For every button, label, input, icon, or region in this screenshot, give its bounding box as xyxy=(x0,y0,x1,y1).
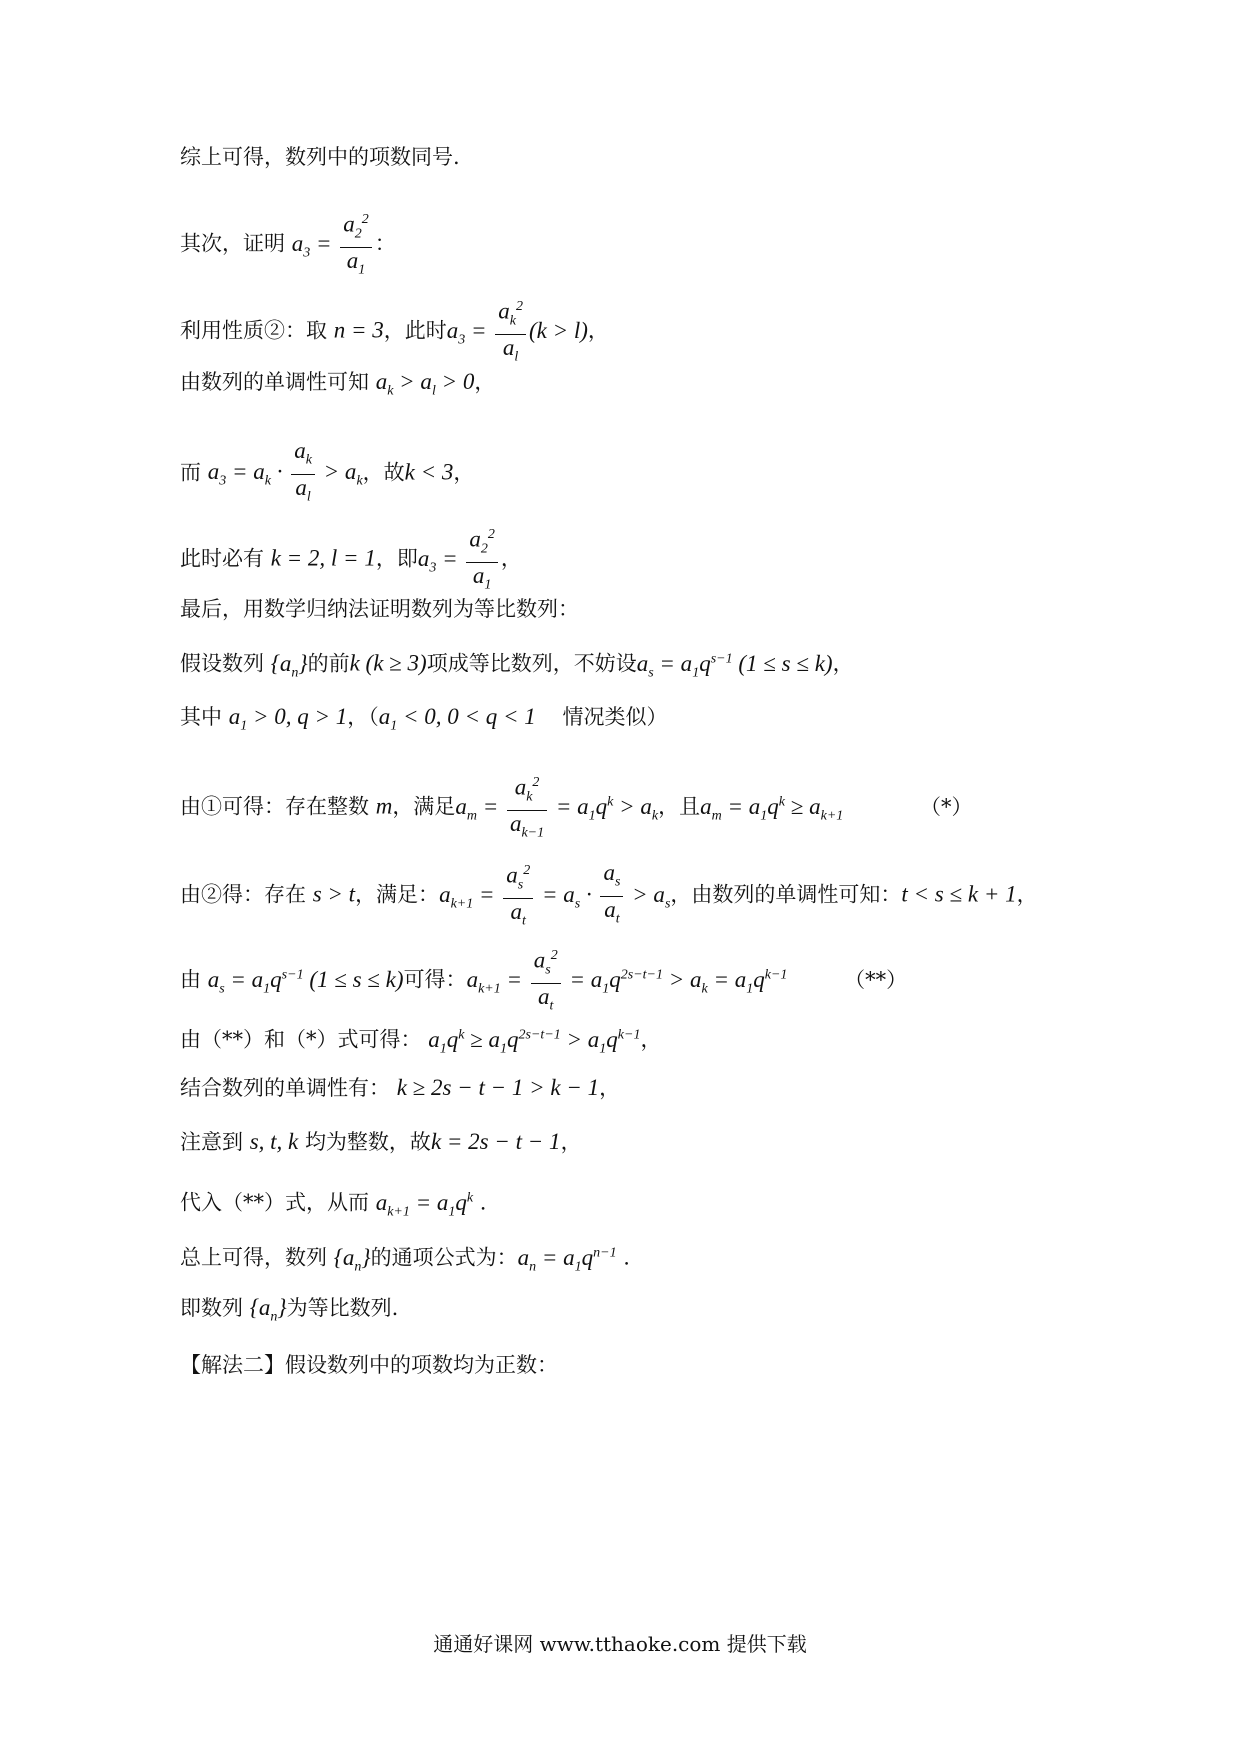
math-formula: $a_n = a_1q^{n-1}$ xyxy=(517,1244,617,1275)
text-line: 最后，用数学归纳法证明数列为等比数列： xyxy=(180,597,579,621)
math-formula: $a_s = a_1q^{s-1}$ (1 ≤ s ≤ k) xyxy=(207,966,404,997)
text-line: 即数列 $\{a_n\}$为等比数列. xyxy=(180,1295,399,1325)
math-formula: k ≥ 2s − t − 1 > k − 1 xyxy=(396,1075,600,1100)
math-formula: $a_3 = a_k$ · $\frac{a_k}{a_l}$ > $a_k$ xyxy=(207,438,363,505)
math-formula: m xyxy=(375,793,393,819)
math-formula: $a_1 > 0$, q > 1 xyxy=(228,704,348,734)
math-formula: t < s ≤ k + 1 xyxy=(901,881,1017,907)
text-line: 其次，证明 $a_3$ = $\frac{a_2^2}{a_1}$ ： xyxy=(180,207,396,284)
math-formula: $\{a_n\}$ xyxy=(333,1244,371,1275)
text-line: 【解法二】假设数列中的项数均为正数： xyxy=(180,1353,558,1377)
math-formula: $a_3$ = $\frac{a_2^2}{a_1}$ xyxy=(292,231,375,256)
text-line: 假设数列 $\{a_n\}$的前k (k ≥ 3)项成等比数列，不妨设$a_s = a_1q^{s-1}$ (1 ≤ s ≤ k)， xyxy=(180,650,854,681)
math-formula: s > t xyxy=(312,881,356,907)
math-formula: n = 3 xyxy=(333,317,384,343)
math-formula: k < 3 xyxy=(404,459,454,485)
math-formula: $a_{k+1}$ = $\frac{a_s^2}{a_t}$ = $a_1q^{2s-t-1} > a_k = a_1q^{k-1}$ xyxy=(467,967,788,992)
math-formula: $a_s = a_1q^{s-1}$ (1 ≤ s ≤ k) xyxy=(636,650,833,681)
math-formula: k = 2s − t − 1 xyxy=(430,1129,561,1154)
text-line: 注意到 s, t, k 均为整数，故k = 2s − t − 1， xyxy=(180,1129,582,1154)
math-formula: $\{a_n\}$ xyxy=(270,650,308,681)
text-line: 总上可得，数列 $\{a_n\}$的通项公式为：$a_n = a_1q^{n-1}$ . xyxy=(180,1244,630,1275)
math-formula: $a_{k+1}$ = $\frac{a_s^2}{a_t}$ = $a_s$ · $\frac{a_s}{a_t}$ > $a_s$ xyxy=(439,882,670,907)
text-line: 结合数列的单调性有： k ≥ 2s − t − 1 > k − 1， xyxy=(180,1075,621,1100)
text-line: 代入（**）式，从而 $a_{k+1} = a_1q^k$ . xyxy=(180,1189,487,1220)
math-formula: k = 2, l = 1 xyxy=(270,545,376,571)
page-footer: 通通好课网 www.tthaoke.com 提供下载 xyxy=(433,1632,807,1656)
math-formula: $\{a_n\}$ xyxy=(249,1295,287,1325)
text-line: 由②得：存在 s > t，满足：$a_{k+1}$ = $\frac{a_s^2}{a_t}$ = $a_s$ · $\frac{a_s}{a_t}$ > $a_s$，由数列的单调性可知：t < s ≤ k + 1， xyxy=(180,858,1038,935)
math-formula: k (k ≥ 3) xyxy=(349,650,427,676)
text-line: 由 $a_s = a_1q^{s-1}$ (1 ≤ s ≤ k)可得：$a_{k+1}$ = $\frac{a_s^2}{a_t}$ = $a_1q^{2s-t-1} > a_k = a_1q^{k-1}$ （**） xyxy=(180,943,907,1020)
math-formula: $a_k > a_l > 0$ xyxy=(375,369,475,399)
text-line: 由①可得：存在整数 m，满足$a_m$ = $\frac{a_k^2}{a_{k-1}}$ = $a_1q^k > a_k$，且$a_m = a_1q^k \ge a_{k+1}$ （*） xyxy=(180,770,973,847)
text-line: 综上可得，数列中的项数同号. xyxy=(180,145,460,169)
math-formula: $a_m = a_1q^k \ge a_{k+1}$ xyxy=(700,793,844,824)
math-formula: $a_3$ = $\frac{a_2^2}{a_1}$ xyxy=(418,546,501,571)
math-formula: s, t, k xyxy=(249,1129,299,1154)
text-line: 由数列的单调性可知 $a_k > a_l > 0$， xyxy=(180,369,496,399)
math-formula: $a_1 < 0$, 0 < q < 1 xyxy=(378,704,536,734)
math-formula: $a_{k+1} = a_1q^k$ xyxy=(375,1189,474,1220)
text-line: 其中 $a_1 > 0$, q > 1，（$a_1 < 0$, 0 < q < 1 情况类似） xyxy=(180,704,668,734)
math-formula: $a_m$ = $\frac{a_k^2}{a_{k-1}}$ = $a_1q^k > a_k$ xyxy=(455,794,658,819)
math-formula: $a_1q^k \ge a_1q^{2s-t-1} > a_1q^{k-1}$ xyxy=(428,1026,641,1057)
text-line: 利用性质②：取 n = 3，此时$a_3$ = $\frac{a_k^2}{a_l}$ (k > l)， xyxy=(180,294,609,371)
math-formula: $a_3$ = $\frac{a_k^2}{a_l}$ (k > l) xyxy=(447,318,588,343)
text-line: 此时必有 k = 2, l = 1，即$a_3$ = $\frac{a_2^2}{a_1}$ ， xyxy=(180,522,522,599)
text-line: 而 $a_3 = a_k$ · $\frac{a_k}{a_l}$ > $a_k$，故k < 3， xyxy=(180,438,475,505)
text-line: 由（**）和（*）式可得： $a_1q^k \ge a_1q^{2s-t-1} > a_1q^{k-1}$， xyxy=(180,1026,662,1057)
